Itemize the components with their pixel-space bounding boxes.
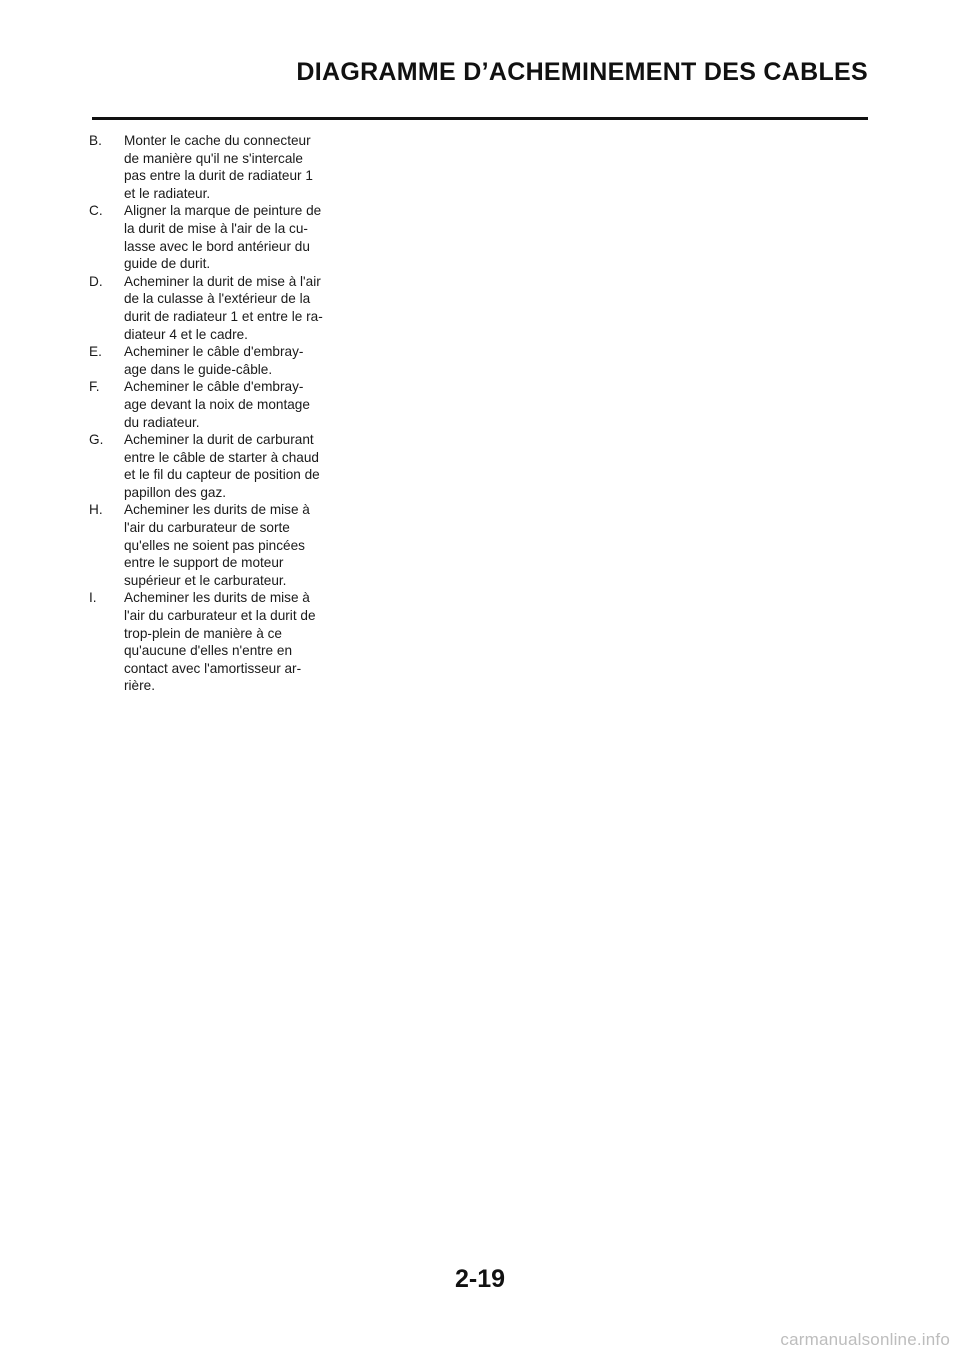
list-item-text <box>124 589 339 695</box>
list-item-text <box>124 501 339 589</box>
list-item-line: l'air du carburateur et la durit de <box>124 608 316 624</box>
list-item <box>89 431 339 501</box>
title-divider <box>92 117 868 120</box>
list-item-line: de manière qu'il ne s'intercale <box>124 150 303 166</box>
list-item-letter: B. <box>89 133 102 148</box>
list-item-line: trop-plein de manière à ce <box>124 625 282 641</box>
list-item-line: Acheminer le câble d'embray- <box>124 344 304 360</box>
list-item-line: papillon des gaz. <box>124 484 227 500</box>
list-item-line: Acheminer la durit de carburant <box>124 432 314 448</box>
list-item-line: qu'elles ne soient pas pincées <box>124 537 305 553</box>
list-item-line: Acheminer les durits de mise à <box>124 502 310 518</box>
list-item-line: supérieur et le carburateur. <box>124 572 287 588</box>
page-number: 2-19 <box>454 1265 506 1293</box>
instruction-list <box>89 132 339 695</box>
list-item-line: durit de radiateur 1 et entre le ra- <box>124 308 323 324</box>
watermark: carmanualsonline.info <box>780 1330 950 1349</box>
list-item-letter: C. <box>89 203 103 219</box>
list-item-text <box>124 273 339 343</box>
list-item <box>89 343 339 378</box>
list-item-line: contact avec l'amortisseur ar- <box>124 660 302 676</box>
list-item <box>89 273 339 343</box>
list-item-line: l'air du carburateur de sorte <box>124 520 290 536</box>
list-item-line: qu'aucune d'elles n'entre en <box>124 643 293 659</box>
list-item-line: entre le support de moteur <box>124 555 284 571</box>
list-item-line: pas entre la durit de radiateur 1 <box>124 168 313 184</box>
list-item <box>89 501 339 589</box>
list-item-line: age dans le guide-câble. <box>124 361 273 377</box>
list-item-line: Aligner la marque de peinture de <box>124 203 322 219</box>
list-item-letter: H. <box>89 502 103 518</box>
list-item-text <box>124 202 339 272</box>
list-item-text <box>124 431 339 501</box>
list-item-letter: I. <box>89 590 97 606</box>
list-item-line: lasse avec le bord antérieur du <box>124 238 310 254</box>
list-item-line: du radiateur. <box>124 414 200 430</box>
list-item <box>89 132 339 202</box>
list-item-text <box>124 343 339 378</box>
list-item-line: diateur 4 et le cadre. <box>124 326 248 342</box>
list-item-line: rière. <box>124 678 155 694</box>
list-item-line: Acheminer les durits de mise à <box>124 590 310 606</box>
list-item-letter: F. <box>89 379 100 395</box>
page-title: DIAGRAMME D’ACHEMINEMENT DES CABLES <box>296 58 868 86</box>
list-item <box>89 202 339 272</box>
list-item-line: entre le câble de starter à chaud <box>124 449 319 465</box>
list-item-line: et le fil du capteur de position de <box>124 467 320 483</box>
list-item-letter: E. <box>89 344 102 360</box>
list-item-line: la durit de mise à l'air de la cu- <box>124 220 308 236</box>
list-item-line: de la culasse à l'extérieur de la <box>124 291 311 307</box>
list-item-line: guide de durit. <box>124 256 211 272</box>
list-item-text <box>124 378 339 431</box>
list-item-line: Acheminer le câble d'embray- <box>124 379 304 395</box>
list-item-line: et le radiateur. <box>124 185 211 201</box>
list-item-letter: G. <box>89 432 104 448</box>
list-item-text <box>124 132 339 202</box>
list-item-line: Acheminer la durit de mise à l'air <box>124 273 321 289</box>
list-item <box>89 589 339 695</box>
list-item-line: age devant la noix de montage <box>124 396 310 412</box>
list-item-letter: D. <box>89 273 103 289</box>
list-item <box>89 378 339 431</box>
list-item-line: Monter le cache du connecteur <box>124 133 311 148</box>
